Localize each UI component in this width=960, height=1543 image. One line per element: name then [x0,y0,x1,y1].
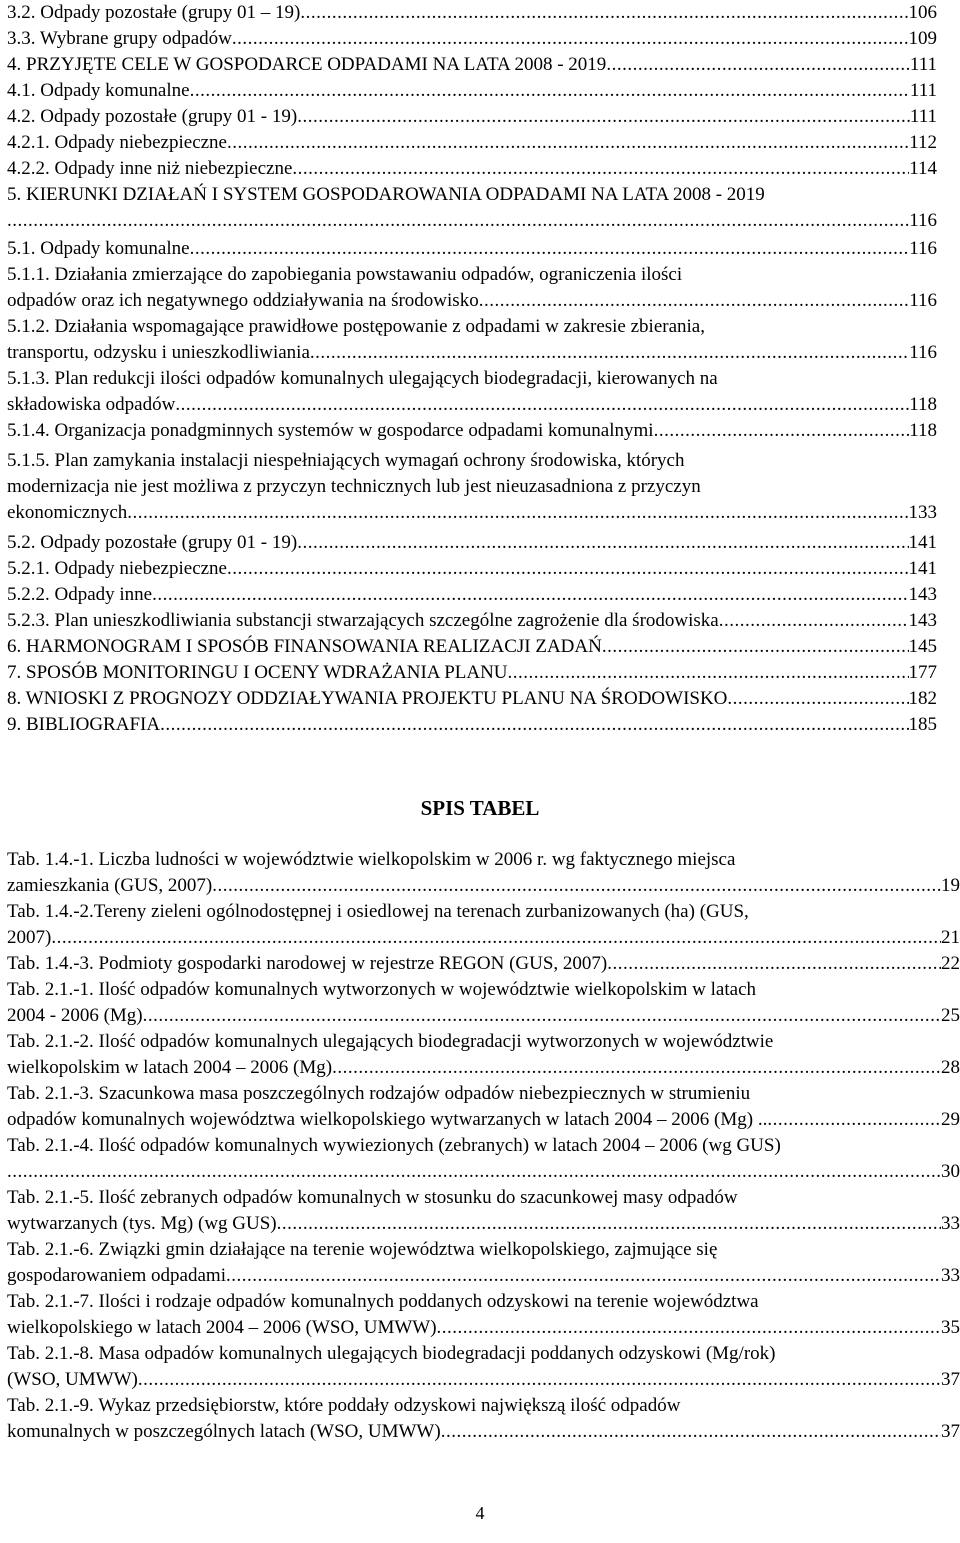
leader-dots [437,1315,941,1341]
leader-dots [654,418,910,444]
toc-entry[interactable] [7,686,937,712]
table-entry-page: 30 [941,1161,960,1182]
table-entry[interactable] [7,1341,960,1393]
toc-entry[interactable] [7,366,937,418]
table-entry[interactable] [7,1289,960,1341]
table-entry-text: Tab. 2.1.-8. Masa odpadów komunalnych ulegających biodegradacji poddanych odzyskowi (Mg/rok) [7,1343,776,1364]
toc-entry-page: 109 [908,28,937,49]
toc-entry-page: 106 [908,2,937,23]
toc-entry-text: 9. BIBLIOGRAFIA [7,714,161,735]
table-entry[interactable] [7,951,960,977]
toc-entry-text: 5.2.3. Plan unieszkodliwiania substancji stwarzających szczególne zagrożenie dla środowiska [7,610,719,631]
toc-entry-page: 116 [909,290,937,311]
table-entry-page: 25 [941,1005,960,1026]
toc-entry-text: 7. SPOSÓB MONITORINGU I OCENY WDRAŻANIA PLANU [7,662,508,683]
table-entry-text: Tab. 1.4.-1. Liczba ludności w województwie wielkopolskim w 2006 r. wg faktycznego miejsca [7,849,736,870]
leader-dots [138,1367,941,1393]
table-entry-text: (WSO, UMWW) [7,1369,138,1390]
toc-entry[interactable] [7,262,937,314]
leader-dots [190,236,910,262]
leader-dots [160,712,908,738]
toc-entry-text: 5.2.2. Odpady inne [7,584,153,605]
table-entry-text: Tab. 2.1.-4. Ilość odpadów komunalnych wywiezionych (zebranych) w latach 2004 – 2006 (wg GUS) [7,1135,781,1156]
leader-dots [7,208,909,234]
table-entry-page: 22 [941,953,960,974]
toc-entry[interactable] [7,448,937,526]
leader-dots [277,1211,941,1237]
leader-dots [227,556,909,582]
table-entry[interactable] [7,847,960,899]
table-entry-text: Tab. 2.1.-5. Ilość zebranych odpadów komunalnych w stosunku do szacunkowej masy odpadów [7,1187,738,1208]
leader-dots [127,500,908,526]
table-entry[interactable] [7,1081,960,1133]
leader-dots [190,78,910,104]
table-entry-text: Tab. 2.1.-9. Wykaz przedsiębiorstw, które poddały odzyskowi największą ilość odpadów [7,1395,681,1416]
table-entry-text: komunalnych w poszczególnych latach (WSO, UMWW) [7,1421,441,1442]
toc-entry-page: 177 [908,662,937,683]
leader-dots [152,582,908,608]
leader-dots [51,925,941,951]
table-entry[interactable] [7,1029,960,1081]
toc-entry-text: 5.2. Odpady pozostałe (grupy 01 - 19) [7,532,298,553]
toc-entry-page: 143 [908,610,937,631]
leader-dots [232,26,909,52]
toc-entry[interactable] [7,530,937,556]
table-entry-page: 33 [941,1213,960,1234]
table-entry[interactable] [7,1133,960,1185]
toc-entry-text: 4.2. Odpady pozostałe (grupy 01 - 19) [7,106,298,127]
toc-entry-page: 143 [908,584,937,605]
toc-entry-text: odpadów oraz ich negatywnego oddziaływania na środowisko [7,290,479,311]
toc-entry-page: 141 [908,532,937,553]
leader-dots [310,340,909,366]
toc-entry[interactable] [7,0,937,26]
leader-dots [297,530,908,556]
toc-entry-page: 145 [908,636,937,657]
toc-entry[interactable] [7,634,937,660]
table-entry-text: Tab. 1.4.-3. Podmioty gospodarki narodowej w rejestrze REGON (GUS, 2007) [7,953,608,974]
toc-entry[interactable] [7,236,937,262]
table-entry-text: 2007) [7,927,52,948]
tables-heading: SPIS TABEL [420,796,540,820]
table-entry-text: gospodarowaniem odpadami [7,1265,226,1286]
toc-entry[interactable] [7,182,937,234]
table-entry-page: 37 [941,1369,960,1390]
page-number: 4 [475,1503,485,1523]
toc-entry-text: 3.2. Odpady pozostałe (grupy 01 – 19) [7,2,301,23]
toc-entry-text: 5.1. Odpady komunalne [7,238,190,259]
leader-dots [727,686,908,712]
leader-dots [719,608,909,634]
toc-entry-page: 114 [909,158,937,179]
table-entry-text: Tab. 2.1.-1. Ilość odpadów komunalnych wytworzonych w województwie wielkopolskim w latach [7,979,757,1000]
leader-dots [441,1419,941,1445]
leader-dots [479,288,910,314]
leader-dots [297,104,910,130]
leader-dots [212,873,941,899]
leader-dots [767,1107,941,1133]
table-entry-text: Tab. 2.1.-6. Związki gmin działające na terenie województwa wielkopolskiego, zajmujące się [7,1239,718,1260]
table-entry-page: 21 [941,927,960,948]
toc-entry-text: 4.2.1. Odpady niebezpieczne [7,132,227,153]
toc-entry[interactable] [7,26,937,52]
toc-entry-text: 5.1.4. Organizacja ponadgminnych systemów w gospodarce odpadami komunalnymi [7,420,654,441]
toc-entry-text: 5.2.1. Odpady niebezpieczne [7,558,227,579]
toc-entry[interactable] [7,314,937,366]
table-entry-page: 29 [941,1109,960,1130]
toc-entry-page: 133 [908,502,937,523]
toc-entry[interactable] [7,712,937,738]
leader-dots [300,0,908,26]
toc-entry-page: 111 [909,80,937,101]
toc-entry-text: 4.2.2. Odpady inne niż niebezpieczne [7,158,293,179]
toc-entry-text: 6. HARMONOGRAM I SPOSÓB FINANSOWANIA REALIZACJI ZADAŃ [7,636,602,657]
toc-entry-page: 141 [908,558,937,579]
toc-entry-page: 112 [909,132,937,153]
table-entry-page: 35 [941,1317,960,1338]
table-entry-text: Tab. 2.1.-3. Szacunkowa masa poszczególnych rodzajów odpadów niebezpiecznych w strumieniu [7,1083,751,1104]
toc-entry-text: 5.1.5. Plan zamykania instalacji niespełniających wymagań ochrony środowiska, których [7,450,685,471]
toc-entry-text: modernizacja nie jest możliwa z przyczyn technicznych lub jest nieuzasadniona z przyczyn [7,476,701,497]
toc-entry-page: 116 [909,342,937,363]
table-entry-text: Tab. 1.4.-2.Tereny zieleni ogólnodostępnej i osiedlowej na terenach zurbanizowanych (ha) (GUS, [7,901,749,922]
table-entry-page: 28 [941,1057,960,1078]
table-entry-text: Tab. 2.1.-7. Ilości i rodzaje odpadów komunalnych poddanych odzyskowi na terenie województwa [7,1291,759,1312]
toc-entry[interactable] [7,660,937,686]
table-entry[interactable] [7,1185,960,1237]
leader-dots [602,634,909,660]
table-entry-text: wielkopolskiego w latach 2004 – 2006 (WSO, UMWW) [7,1317,437,1338]
leader-dots [332,1055,941,1081]
toc-entry[interactable] [7,582,937,608]
toc-entry-text: składowiska odpadów [7,394,176,415]
leader-dots [607,951,941,977]
toc-entry-page: 111 [909,106,937,127]
toc-entry-page: 118 [909,394,937,415]
leader-dots [227,130,909,156]
toc-entry-text: 4.1. Odpady komunalne [7,80,190,101]
table-entry-text: wielkopolskim w latach 2004 – 2006 (Mg) [7,1057,333,1078]
table-entry-text: wytwarzanych (tys. Mg) (wg GUS) [7,1213,277,1234]
table-entry-page: 19 [941,875,960,896]
table-entry-text: zamieszkania (GUS, 2007) [7,875,213,896]
table-entry[interactable] [7,977,960,1029]
toc-entry-page: 118 [909,420,937,441]
leader-dots [292,156,909,182]
leader-dots [175,392,909,418]
leader-dots [7,1159,941,1185]
table-entry-page: 37 [941,1421,960,1442]
leader-dots [508,660,909,686]
toc-entry[interactable] [7,156,937,182]
toc-entry-text: 3.3. Wybrane grupy odpadów [7,28,232,49]
toc-entry-page: 185 [908,714,937,735]
toc-entry[interactable] [7,418,937,444]
toc-entry-text: transportu, odzysku i unieszkodliwiania [7,342,310,363]
toc-entry-page: 116 [909,238,937,259]
table-entry-page: 33 [941,1265,960,1286]
table-entry[interactable] [7,1237,960,1289]
toc-entry[interactable] [7,608,937,634]
table-entry-text: Tab. 2.1.-2. Ilość odpadów komunalnych ulegających biodegradacji wytworzonych w województwie [7,1031,774,1052]
toc-entry-text: 5.1.2. Działania wspomagające prawidłowe postępowanie z odpadami w zakresie zbierania, [7,316,705,337]
table-entry[interactable] [7,899,960,951]
toc-entry-page: 182 [908,688,937,709]
toc-entry[interactable] [7,556,937,582]
toc-entry-text: 5.1.3. Plan redukcji ilości odpadów komunalnych ulegających biodegradacji, kierowanych na [7,368,718,389]
toc-entry-text: 8. WNIOSKI Z PROGNOZY ODDZIAŁYWANIA PROJEKTU PLANU NA ŚRODOWISKO [7,688,728,709]
leader-dots [226,1263,941,1289]
toc-entry-page: 111 [909,54,937,75]
toc-entry-text: 5.1.1. Działania zmierzające do zapobiegania powstawaniu odpadów, ograniczenia ilości [7,264,683,285]
toc-entry[interactable] [7,52,937,78]
toc-entry[interactable] [7,104,937,130]
toc-entry[interactable] [7,130,937,156]
table-entry-text: 2004 - 2006 (Mg) [7,1005,143,1026]
leader-dots [143,1003,941,1029]
toc-entry-text: 4. PRZYJĘTE CELE W GOSPODARCE ODPADAMI NA LATA 2008 - 2019 [7,54,607,75]
toc-entry-text: 5. KIERUNKI DZIAŁAŃ I SYSTEM GOSPODAROWANIA ODPADAMI NA LATA 2008 - 2019 [7,184,765,205]
toc-entry[interactable] [7,78,937,104]
leader-dots [606,52,910,78]
toc-entry-text: ekonomicznych [7,502,128,523]
table-entry[interactable] [7,1393,960,1445]
toc-entry-page: 116 [909,210,937,231]
table-entry-text: odpadów komunalnych województwa wielkopolskiego wytwarzanych w latach 2004 – 2006 (Mg) .. [7,1109,768,1130]
